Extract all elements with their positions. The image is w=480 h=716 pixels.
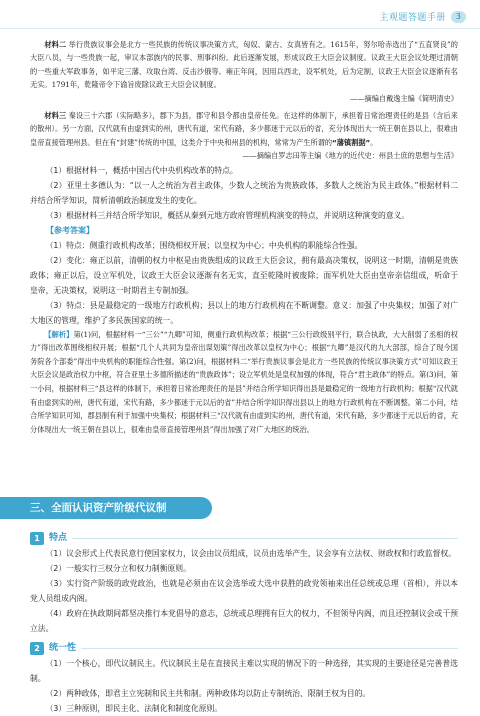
material-2-text: 举行贵族议事会是北方一些民族的传统议事决策方式，匈奴、蒙古、女真皆有之。1615年，努尔哈赤选出了“五直贤良”的大臣八员，与一些贵族一起，审议本部族内的民事、刑事纠纷。此后逐渐发展，形成议政王大臣会议制度。议政王大臣会议处理过清朝的一些重大军政事务，如平定三藩、攻取台湾、反击沙俄等。雍正年间，因用兵西北，设军机处，后为定制，议政王大臣会议逐渐有名无实。1791年，乾隆帝令下谕旨废除议政王大臣会议制度。 xyxy=(30,40,458,90)
page-number: 3 xyxy=(451,11,466,23)
answer-1: （1）特点：侧重行政机构改革；围绕相权开展；以皇权为中心；中央机构的职能综合性强。 xyxy=(45,240,363,250)
question-1: （1）根据材料一，概括中国古代中央机构改革的特点。 xyxy=(45,165,238,175)
explanation-tag: 【解析】 xyxy=(44,329,74,339)
explanation xyxy=(30,328,458,437)
material-3-source: ——摘编自罗志田等主编《地方的近代史：州县士庶的思想与生活》 xyxy=(242,151,458,161)
subsection-1-divider xyxy=(72,538,458,539)
header-divider xyxy=(0,28,480,29)
subsection-2-number: 2 xyxy=(30,642,44,655)
answer-tag: 【参考答案】 xyxy=(46,225,94,235)
feature-item-4: （4）政府在执政期间都坚决推行本党倡导的意志，总统或总理拥有巨大的权力，不但领导内阁，而且还控制议会或干预立法。 xyxy=(30,609,458,633)
material-2-label: 材料二 xyxy=(44,40,67,49)
section-heading: 三、全面认识资产阶级代议制 xyxy=(0,497,212,519)
subsection-1-title: 特点 xyxy=(49,533,68,543)
section-body xyxy=(30,526,458,716)
unity-item-3: （3）三种原则，即民主化、法制化和制度化原则。 xyxy=(45,704,223,713)
material-3-text: 秦设三十六郡（实际略多），郡下为县，郡守和县令都由皇帝任免。在这样的体制下，承担着日常治理责任的是县（含后来的散州）。另一方面，汉代就有由虚到实的州，唐代有道，宋代有路，多少都迷于元以后的省，充分体现出大一统王朝在县以上，很难由皇帝直接管理州县。但在有“封建”传统的中国，这类介于中央和州县的机构，常常为产生所谓的 xyxy=(30,111,458,147)
material-3-label: 材料三 xyxy=(44,111,67,121)
unity-item-1: （1）一个核心，即代议制民主。代议制民主是在直接民主难以实现的情况下的一种选择，其实现的主要途径是完善普选制。 xyxy=(30,659,458,683)
subsection-1-heading xyxy=(30,530,458,546)
question-2: （2）亚里士多德认为：“以一人之统治为君主政体，少数人之统治为贵族政体，多数人之统治为民主政体。”根据材料二并结合所学知识，简析清朝政治制度发生的变化。 xyxy=(30,180,458,205)
material-3 xyxy=(30,109,458,149)
main-content xyxy=(30,38,458,436)
subsection-2-divider xyxy=(81,648,458,649)
material-3-text-end: 。 xyxy=(370,137,378,147)
unity-item-2: （2）两种政体，即君主立宪制和民主共和制。两种政体均以防止专制统治、限制王权为目的。 xyxy=(45,689,371,698)
material-2-source: ——摘编自戴逸主编《简明清史》 xyxy=(350,93,458,103)
material-3-quote: “藩镇割据” xyxy=(332,137,371,147)
explanation-text: 第(1)问，根据材料一“三公”“九卿”可知，侧重行政机构改革；根据“三公行政级别平行，联合执政，大大削弱了丞相的权力”得出改革围绕相权开展；根据“几个人共同为皇帝出谋划策”得出改革以皇权为中心；根据“九卿”是汉代的九大部部，综合了现今国务院各个部委”得出中央机构的职能综合性强。第(2)问，根据材料二“举行贵族议事会是北方一些民族的传统议事决策方式”可知议政王大臣会议是政治权力中枢，符合亚里士多德所描述的“贵族政体”；设立军机处是皇权加强的体现，符合“君主政体”的特点。第(3)问，第一小问，根据材料三“县这样的体制下，承担着日常治理责任的是县”并结合所学知识得出县是最稳定的一级地方行政机构；根据“汉代就有由虚到实的州，唐代有道，宋代有路，多少都迷于元以后的省”并结合所学知识得出县以上的地方行政机构在不断调整。第二小问，结合所学知识可知，郡县制有利于加强中央集权；根据材料三“汉代就有由虚到实的州，唐代有道，宋代有路，多少都迷于元以后的省，充分体现出大一统王朝在县以上，很难由皇帝直接管理州县”得出加强了对广大地区的统治。 xyxy=(30,329,458,434)
material-2 xyxy=(30,38,458,92)
answer-3: （3）特点：县是最稳定的一级地方行政机构；县以上的地方行政机构在不断调整。意义：加强了中央集权；加强了对广大地区的管理，维护了多民族国家的统一。 xyxy=(30,300,458,325)
answer-2: （2）变化：雍正以前，清朝的权力中枢是由贵族组成的议政王大臣会议，拥有最高决策权，说明这一时期，清朝是贵族政体；雍正以后，设立军机处，议政王大臣会议逐渐有名无实，直至乾隆时被废除；面军机处大臣由皇帝亲信组成，听命于皇帝，无决策权，说明这一时期君主专制加强。 xyxy=(30,255,458,295)
feature-item-2: （2）一般实行三权分立和权力制衡原则。 xyxy=(45,564,191,573)
feature-item-1: （1）议会形式上代表民意行使国家权力，议会由议员组成，议员由选举产生，议会享有立法权、财政权和行政监督权。 xyxy=(45,549,456,558)
feature-item-3: （3）实行资产阶级的政党政治，也就是必须由在议会选举或大选中获胜的政党领袖来出任总统或总理（首相），并以本党人员组成内阁。 xyxy=(30,579,458,603)
question-3: （3）根据材料三并结合所学知识，概括从秦到元地方政府管理机构演变的特点，并说明这种演变的意义。 xyxy=(45,210,410,220)
subsection-2-heading xyxy=(30,640,458,656)
subsection-1-number: 1 xyxy=(30,532,44,545)
page-header xyxy=(379,10,466,23)
subsection-2-title: 统一性 xyxy=(49,643,77,653)
header-title: 主观题答题手册 xyxy=(379,13,446,23)
